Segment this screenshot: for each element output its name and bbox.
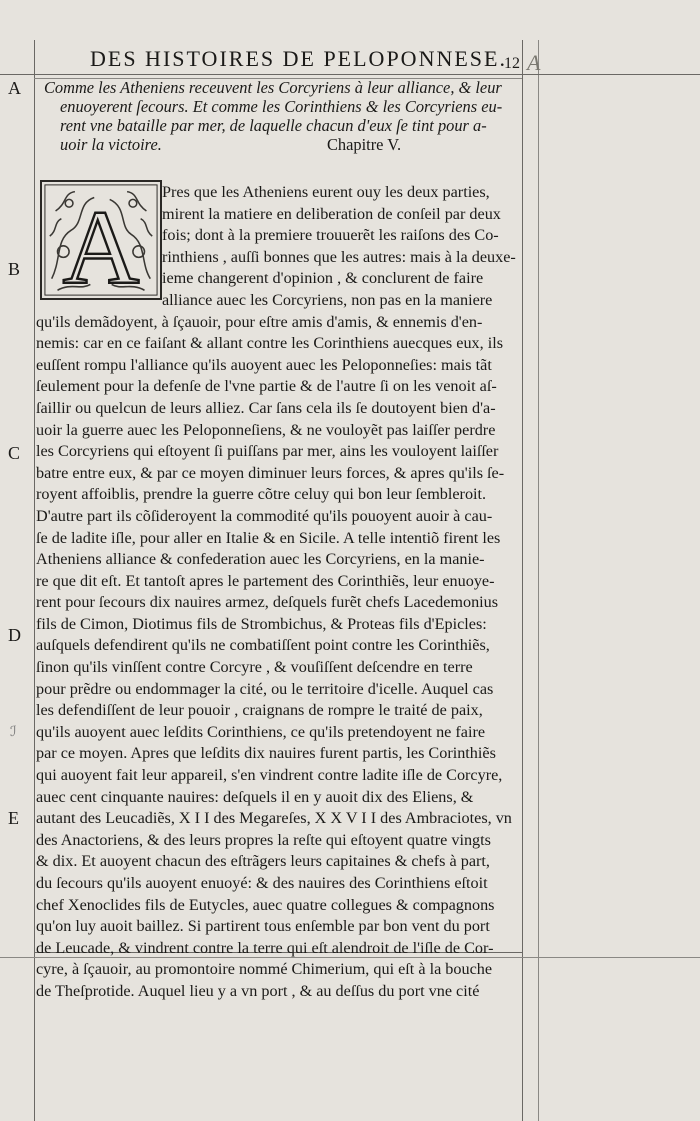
body-line: ſe de ladite iſle, pour aller en Italie & en Sicile. A telle intentiõ firent les (36, 528, 501, 547)
margin-pencil-mark: ℐ (10, 725, 17, 740)
body-line: ſaillir ou quelcun de leurs alliez. Car ſans cela ils ſe doutoyent bien d'a- (36, 398, 496, 417)
margin-letter-a: A (8, 78, 21, 98)
body-line: Atheniens alliance & confederation auec les Corcyriens, en la manie- (36, 550, 485, 569)
body-line: re que dit eſt. Et tantoſt apres le partement des Corinthiẽs, leur enuoye- (36, 571, 495, 590)
body-line: qu'ils demãdoyent, à ſçauoir, pour eſtre amis d'amis, & ennemis d'en- (36, 312, 483, 331)
body-line: Pres que les Atheniens eurent ouy les deux parties, (162, 183, 490, 201)
body-line: auec cent cinquante nauires: deſquels il en y auoit dix des Eliens, & (36, 787, 474, 806)
body-line: rinthiens , auſſi bonnes que les autres: mais à la deuxe- (162, 247, 516, 266)
summary-line-last (44, 135, 520, 154)
body-line: batre entre eux, & par ce moyen diminuer leurs forces, & apres qu'ils ſe- (36, 463, 505, 482)
body-line: qu'on luy auoit baillez. Si partirent tous enſemble par bon vent du port (36, 917, 490, 936)
body-line: du ſecours qu'ils auoyent enuoyé: & des nauires des Corinthiens eſtoit (36, 874, 488, 892)
body-line: rent pour ſecours dix nauires armez, deſquels furẽt chefs Lacedemonius (36, 593, 499, 612)
body-line: chef Xenoclides fils de Eutycles, auec quatre collegues & compagnons (36, 895, 495, 914)
body-line: D'autre part ils cõſideroyent la commodité qu'ils pouoyent auoir à cau- (36, 506, 493, 525)
body-line: mirent la matiere en deliberation de conſeil par deux (162, 204, 501, 223)
decorated-initial (40, 180, 162, 300)
body-line: autant des Leucadiẽs, X I I des Megareſes, X X V I I des Ambraciotes, vn (36, 809, 512, 828)
summary-line: enuoyerent ſecours. Et comme les Corinthiens & les Corcyriens eu- (60, 97, 503, 116)
body-line: qu'ils auoyent auec leſdits Corinthiens, ce qu'ils pretendoyent ne faire (36, 722, 486, 741)
corner-mark: A (527, 50, 541, 75)
body-line: ſinon qu'ils vinſſent contre Corcyre , & vouſiſſent deſcendre en terre (36, 658, 473, 677)
header-rule (0, 74, 700, 75)
chapter-summary (44, 78, 520, 154)
summary-line: rent vne bataille par mer, de laquelle chacun d'eux ſe tint pour a- (60, 116, 487, 135)
body-line: uoir la guerre auec les Peloponneſiens, & ne vouloyẽt pas laiſſer perdre (36, 420, 496, 439)
body-line: fois; dont à la premiere trouuerẽt les raiſons des Co- (162, 226, 499, 245)
body-line: ſeulement pour la defenſe de l'vne partie & de l'autre ſi on les venoit aſ- (36, 377, 497, 396)
body-line: euſſent rompu l'alliance qu'ils auoyent auec les Peloponneſies: mais tãt (36, 355, 492, 374)
margin-letter-b: B (8, 259, 21, 279)
body-line: des Anactoriens, & des leurs propres la reſte qui eſtoyent quatre vingts (36, 830, 491, 849)
body-line: nemis: car en ce faiſant & allant contre les Corinthiens auecques eux, ils (36, 334, 504, 353)
body-line: auſquels defendirent qu'ils ne combatiſſent point contre les Corinthiẽs, (36, 636, 490, 655)
body-line: de Theſprotide. Auquel lieu y a vn port , & au deſſus du port vne cité (36, 981, 480, 1000)
summary-line: Comme les Atheniens receuvent les Corcyriens à leur alliance, & leur (44, 78, 502, 97)
chapter-label: Chapitre V. (327, 135, 402, 154)
body-line: qui auoyent fait leur appareil, s'en vindrent contre ladite iſle de Corcyre, (36, 766, 503, 785)
left-margin-rule (34, 40, 35, 1121)
right-margin-rule (522, 40, 523, 1121)
running-title: DES HISTOIRES DE PELOPONNESE. (90, 46, 507, 71)
body-line: ieme changerent d'opinion , & conclurent de faire (162, 269, 484, 288)
body-line: par ce moyen. Apres que leſdits dix nauires furent partis, les Corinthiẽs (36, 744, 496, 763)
body-line: alliance auec les Corcyriens, non pas en la maniere (162, 290, 493, 309)
body-text (36, 182, 520, 1003)
body-line: fils de Cimon, Diotimus fils de Strombichus, & Proteas fils d'Epicles: (36, 614, 487, 633)
body-line: cyre, à ſçauoir, au promontoire nommé Chimerium, qui eſt à la bouche (36, 960, 493, 979)
outer-margin-rule (538, 40, 539, 1121)
body-line: de Leucade, & vindrent contre la terre qui eſt alendroit de l'iſle de Cor- (36, 938, 494, 957)
margin-letter-e: E (8, 808, 19, 828)
decorated-initial-artwork (42, 182, 160, 298)
body-line: pour prẽdre ou endommager la cité, ou le territoire d'icelle. Auquel cas (36, 679, 494, 698)
drop-cap-letter: A (62, 188, 140, 298)
margin-letter-d: D (8, 625, 21, 645)
body-line: les Corcyriens qui eſtoyent ſi puiſſans par mer, ains les vouloyent laiſſer (36, 442, 499, 461)
margin-letter-c: C (8, 443, 21, 463)
page-number: 12 (504, 55, 520, 72)
body-line: les defendiſſent de leur pouoir , craignans de rompre le traité de paix, (36, 701, 483, 720)
body-line: royent affoiblis, prendre la guerre cõtre celuy qui bon leur ſembleroit. (36, 485, 487, 504)
body-line: & dix. Et auoyent chacun des eſtrãgers leurs capitaines & chefs à part, (36, 852, 490, 871)
summary-line: uoir la victoire. (60, 135, 162, 154)
